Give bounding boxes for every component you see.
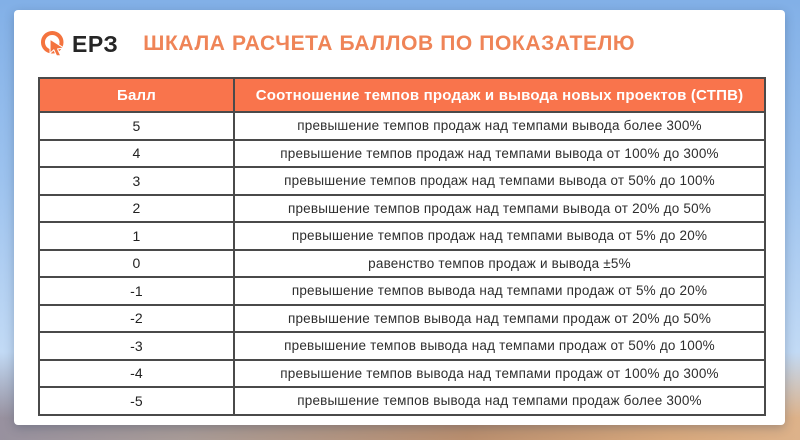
- description-cell: превышение темпов продаж над темпами вывода от 20% до 50%: [234, 195, 765, 223]
- logo-text: ЕРЗ: [72, 30, 119, 57]
- score-cell: 2: [39, 195, 234, 223]
- table-row: [39, 112, 765, 140]
- table-row: [39, 277, 765, 305]
- description-cell: превышение темпов продаж над темпами вывода от 50% до 100%: [234, 167, 765, 195]
- description-cell: превышение темпов продаж над темпами вывода более 300%: [234, 112, 765, 140]
- column-header-ratio: Соотношение темпов продаж и вывода новых проектов (СТПВ): [234, 78, 765, 112]
- score-cell: 1: [39, 222, 234, 250]
- description-cell: превышение темпов вывода над темпами продаж от 5% до 20%: [234, 277, 765, 305]
- score-table: [38, 77, 766, 416]
- column-header-score: Балл: [39, 78, 234, 112]
- score-table-wrap: [38, 77, 766, 416]
- table-row: [39, 167, 765, 195]
- score-cell: 3: [39, 167, 234, 195]
- score-cell: 5: [39, 112, 234, 140]
- table-row: [39, 250, 765, 278]
- score-cell: 0: [39, 250, 234, 278]
- table-row: [39, 195, 765, 223]
- table-row: [39, 360, 765, 388]
- table-row: [39, 332, 765, 360]
- score-cell: -3: [39, 332, 234, 360]
- score-cell: -2: [39, 305, 234, 333]
- description-cell: превышение темпов вывода над темпами продаж от 50% до 100%: [234, 332, 765, 360]
- erz-logo: [39, 29, 118, 59]
- description-cell: равенство темпов продаж и вывода ±5%: [234, 250, 765, 278]
- content-card: [14, 10, 785, 425]
- table-row: [39, 222, 765, 250]
- table-header-row: [39, 78, 765, 112]
- table-row: [39, 387, 765, 415]
- page-title: ШКАЛА РАСЧЕТА БАЛЛОВ ПО ПОКАЗАТЕЛЮ: [143, 32, 636, 55]
- score-cell: 4: [39, 140, 234, 168]
- description-cell: превышение темпов продаж над темпами вывода от 100% до 300%: [234, 140, 765, 168]
- table-row: [39, 305, 765, 333]
- score-cell: -1: [39, 277, 234, 305]
- description-cell: превышение темпов вывода над темпами продаж более 300%: [234, 387, 765, 415]
- score-cell: -4: [39, 360, 234, 388]
- description-cell: превышение темпов продаж над темпами вывода от 5% до 20%: [234, 222, 765, 250]
- score-cell: -5: [39, 387, 234, 415]
- description-cell: превышение темпов вывода над темпами продаж от 20% до 50%: [234, 305, 765, 333]
- table-row: [39, 140, 765, 168]
- cursor-ring-icon: [39, 29, 69, 59]
- description-cell: превышение темпов вывода над темпами продаж от 100% до 300%: [234, 360, 765, 388]
- card-header: [14, 10, 785, 65]
